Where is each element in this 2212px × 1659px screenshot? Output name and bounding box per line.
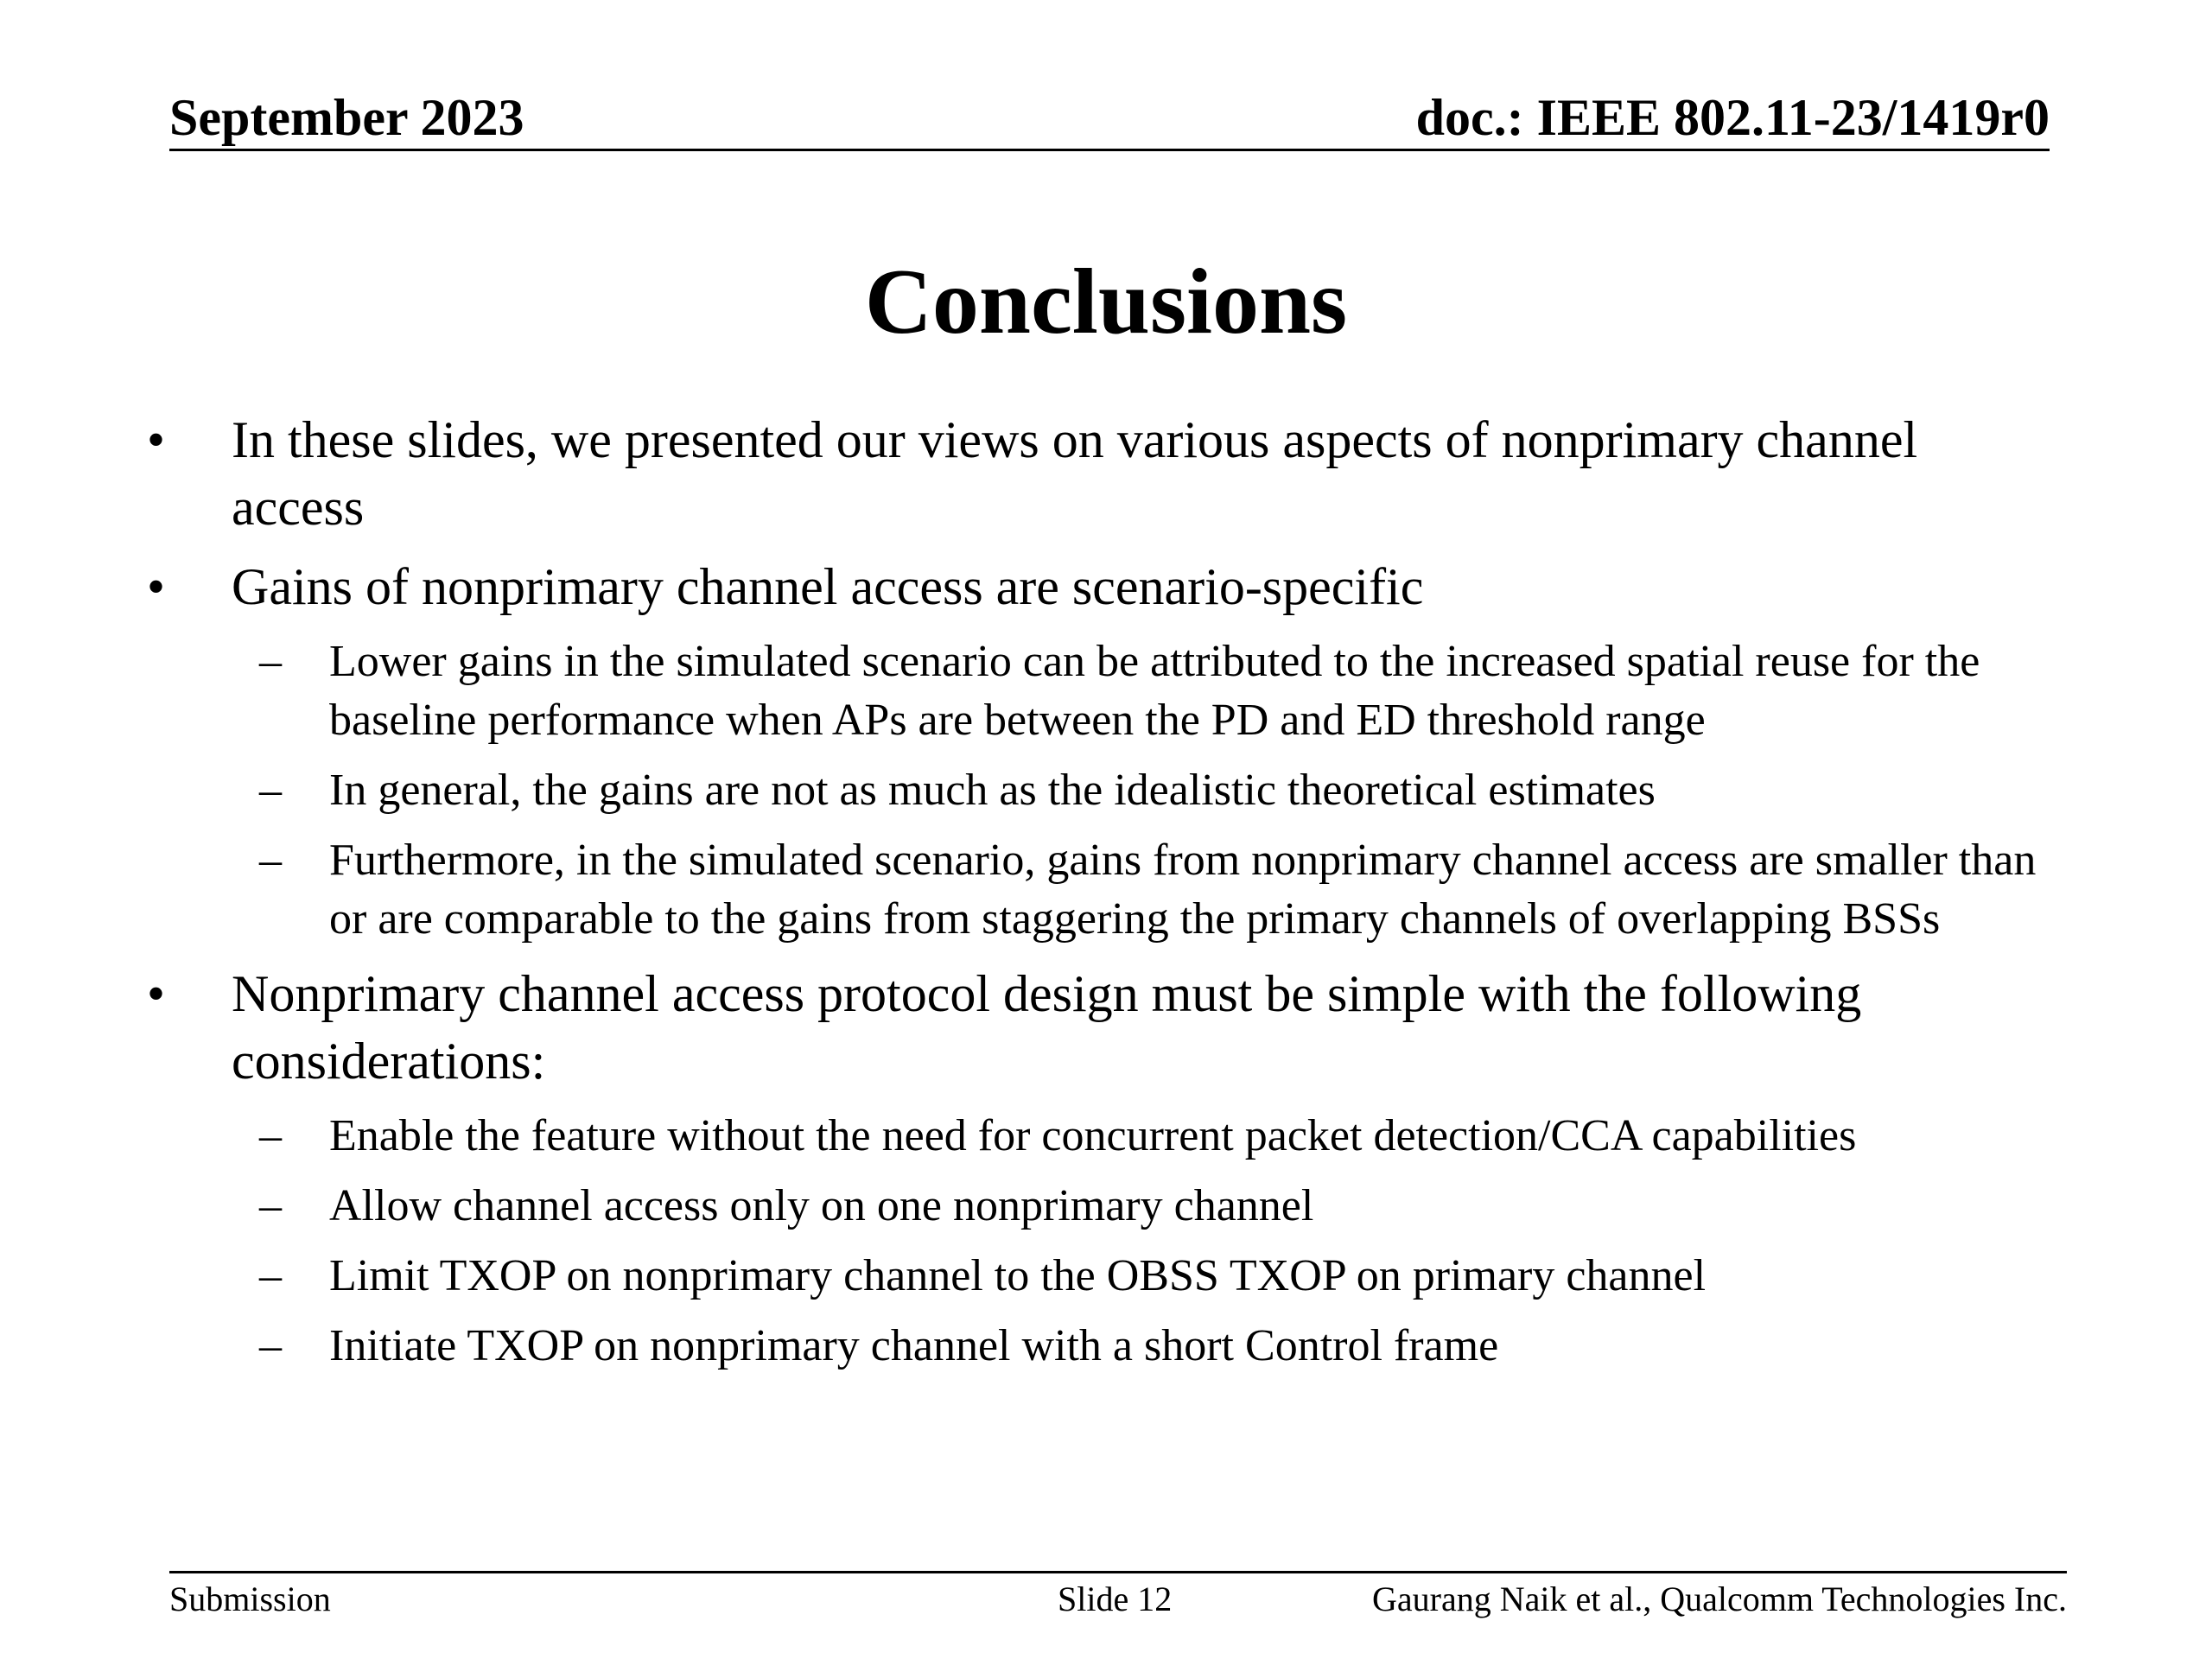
bullet-marker: • [147,558,166,615]
footer-submission: Submission [169,1580,331,1618]
footer-slide-number: Slide 12 [1058,1580,1173,1618]
sub-item-text: Allow channel access only on one nonprimary channel [329,1181,1314,1230]
sub-list [0,1107,2212,1376]
sub-item-text: Furthermore, in the simulated scenario, gains from nonprimary channel access are smaller than or are comparable to the gains from staggering the primary channels of overlapping BSSs [329,836,2037,944]
sub-item-text: Enable the feature without the need for concurrent packet detection/CCA capabilities [329,1111,1857,1160]
bullet-item [0,553,2212,620]
bullet-item [0,406,2212,541]
sub-item [0,632,2212,750]
dash-marker: – [259,1111,282,1160]
header-date: September 2023 [169,89,524,146]
dash-marker: – [259,766,282,815]
dash-marker: – [259,1251,282,1300]
bullet-marker: • [147,411,166,468]
slide-footer [169,1571,2067,1625]
bullet-text: In these slides, we presented our views on various aspects of nonprimary channel access [232,411,1918,536]
slide-content [0,406,2212,1387]
dash-marker: – [259,1181,282,1230]
bullet-marker: • [147,965,166,1022]
sub-item-text: Lower gains in the simulated scenario can be attributed to the increased spatial reuse for the baseline performance when APs are between the PD and ED threshold range [329,637,1980,745]
sub-item [0,1247,2212,1306]
sub-item-text: In general, the gains are not as much as the idealistic theoretical estimates [329,766,1656,815]
sub-item [0,1177,2212,1236]
header-doc-id: doc.: IEEE 802.11-23/1419r0 [1415,89,2050,146]
sub-list [0,632,2212,949]
bullet-item [0,960,2212,1095]
sub-item-text: Limit TXOP on nonprimary channel to the OBSS TXOP on primary channel [329,1251,1707,1300]
sub-item [0,761,2212,820]
dash-marker: – [259,836,282,885]
sub-item [0,1317,2212,1376]
bullet-text: Nonprimary channel access protocol design must be simple with the following considerations: [232,965,1862,1090]
footer-authors: Gaurang Naik et al., Qualcomm Technologies Inc. [1372,1580,2067,1618]
slide-title: Conclusions [864,251,1348,353]
sub-item-text: Initiate TXOP on nonprimary channel with a short Control frame [329,1321,1499,1370]
dash-marker: – [259,637,282,686]
bullet-text: Gains of nonprimary channel access are scenario-specific [232,558,1424,615]
slide-header [169,86,2050,151]
sub-item [0,1107,2212,1166]
sub-item [0,831,2212,949]
dash-marker: – [259,1321,282,1370]
